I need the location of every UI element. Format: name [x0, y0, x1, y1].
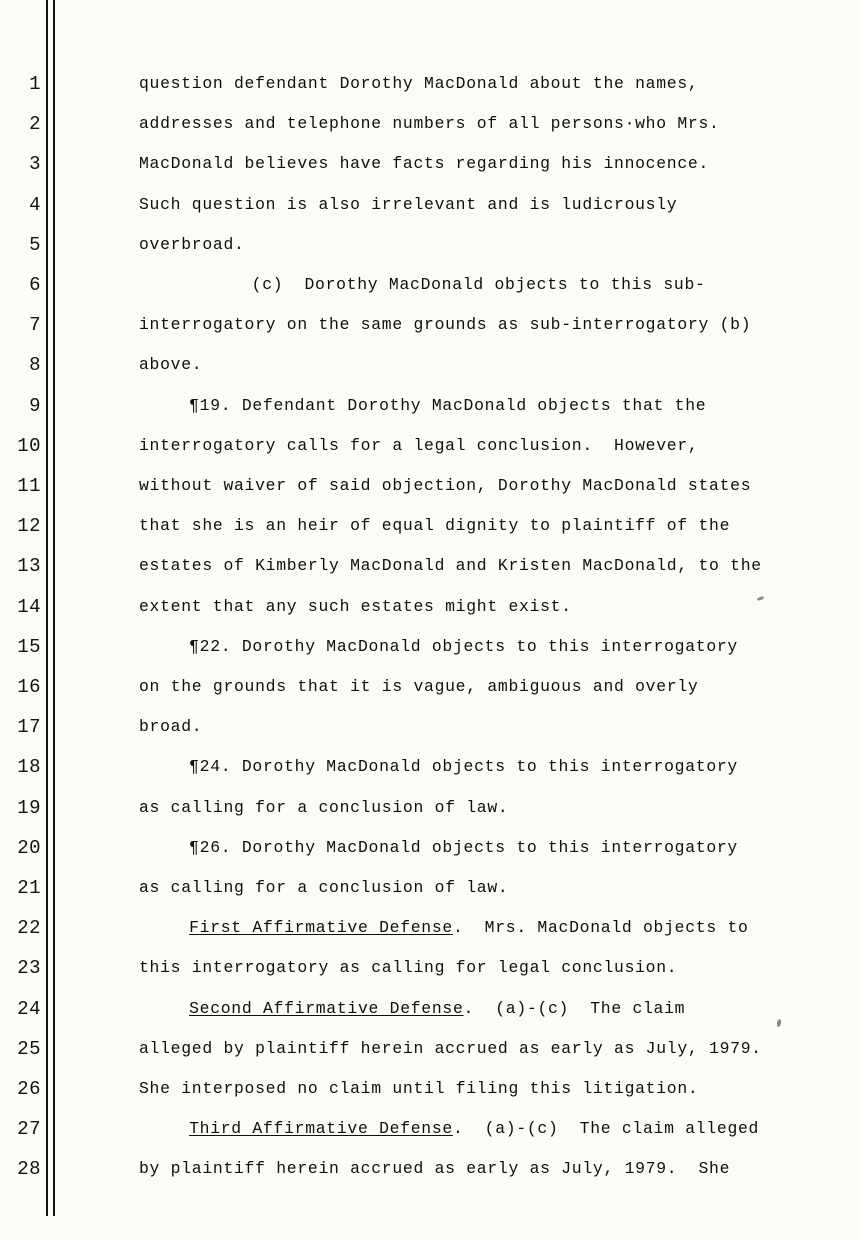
line-number: 20 [17, 836, 41, 859]
document-text-line [252, 275, 706, 294]
line-number: 3 [29, 153, 41, 176]
line-text: interrogatory on the same grounds as sub-interrogatory (b) [139, 315, 752, 335]
document-text-line [139, 154, 709, 173]
line-text: ¶22. Dorothy MacDonald objects to this interrogatory [189, 636, 738, 656]
line-number: 9 [29, 394, 41, 417]
line-number: 4 [29, 193, 41, 216]
document-text-line [139, 1159, 730, 1178]
line-text: MacDonald believes have facts regarding his innocence. [139, 154, 710, 174]
line-number: 27 [17, 1118, 41, 1141]
line-number: 24 [17, 997, 41, 1020]
document-text-line [139, 878, 508, 897]
line-number: 13 [17, 555, 41, 578]
line-number: 1 [29, 73, 41, 95]
document-text-line [139, 74, 698, 93]
document-text-line [139, 476, 751, 495]
document-text-line [189, 838, 738, 857]
line-text: ¶19. Defendant Dorothy MacDonald objects that the [189, 395, 707, 415]
line-text: that she is an heir of equal dignity to plaintiff of the [139, 516, 731, 536]
document-text-line [139, 315, 751, 334]
line-text: as calling for a conclusion of law. [139, 797, 509, 817]
line-number: 6 [29, 274, 41, 296]
line-number: 17 [17, 716, 41, 739]
line-text: estates of Kimberly MacDonald and Kristen MacDonald, to the [139, 556, 762, 576]
document-text-line [189, 999, 685, 1018]
affirmative-defense-heading: Third Affirmative Defense [189, 1119, 453, 1139]
document-text-line [139, 355, 202, 374]
document-text-line [139, 677, 698, 696]
document-body [139, 0, 839, 1240]
document-text-line [139, 516, 730, 535]
line-text: She interposed no claim until filing this litigation. [139, 1079, 699, 1098]
line-text-remainder: . (a)-(c) The claim alleged [452, 1119, 760, 1139]
line-number: 5 [29, 233, 41, 256]
document-text-line [189, 918, 748, 937]
line-text: ¶26. Dorothy MacDonald objects to this interrogatory [189, 837, 738, 857]
document-text-line [139, 1079, 698, 1098]
line-number: 21 [17, 877, 41, 899]
left-margin-double-rule [46, 0, 56, 1216]
document-text-line [189, 637, 738, 656]
line-number: 7 [29, 314, 41, 337]
document-text-line [139, 798, 508, 817]
line-number: 26 [17, 1078, 41, 1100]
affirmative-defense-heading: Second Affirmative Defense [189, 998, 464, 1018]
document-text-line [189, 396, 706, 415]
line-text: broad. [139, 717, 203, 737]
line-text: this interrogatory as calling for legal conclusion. [139, 958, 678, 978]
affirmative-defense-heading: First Affirmative Defense [189, 918, 453, 938]
line-number: 16 [17, 676, 41, 698]
line-text: (c) Dorothy MacDonald objects to this sub- [251, 275, 706, 294]
document-text-line [139, 1039, 762, 1058]
line-number: 28 [17, 1158, 41, 1181]
line-text: on the grounds that it is vague, ambiguous and overly [139, 677, 699, 696]
line-text: extent that any such estates might exist. [139, 596, 572, 616]
line-number: 25 [17, 1037, 41, 1060]
line-text: as calling for a conclusion of law. [139, 878, 509, 897]
line-text: ¶24. Dorothy MacDonald objects to this interrogatory [189, 757, 738, 777]
line-number: 10 [17, 434, 41, 457]
document-text-line [139, 556, 762, 575]
document-text-line [139, 597, 572, 616]
line-text: without waiver of said objection, Dorothy MacDonald states [139, 476, 752, 495]
line-text: question defendant Dorothy MacDonald about the names, [139, 74, 699, 93]
line-number: 14 [17, 595, 41, 618]
line-number: 22 [17, 917, 41, 940]
document-text-line [139, 114, 720, 133]
document-text-line [139, 717, 202, 736]
line-number: 12 [17, 515, 41, 538]
line-text: overbroad. [139, 234, 245, 254]
line-number: 23 [17, 957, 41, 980]
document-text-line [139, 436, 698, 455]
document-text-line [139, 235, 245, 254]
line-text: alleged by plaintiff herein accrued as early as July, 1979. [139, 1038, 762, 1058]
document-text-line [189, 1119, 759, 1138]
line-text-remainder: . (a)-(c) The claim [463, 998, 686, 1018]
line-text: by plaintiff herein accrued as early as July, 1979. She [139, 1159, 731, 1179]
document-text-line [139, 958, 677, 977]
line-number: 15 [17, 635, 41, 658]
document-text-line [189, 757, 738, 776]
margin-rule-inner-line [53, 0, 55, 1216]
line-text: interrogatory calls for a legal conclusion. However, [139, 435, 699, 455]
line-text: above. [139, 355, 203, 375]
line-text: addresses and telephone numbers of all persons·who Mrs. [139, 114, 720, 134]
line-number: 8 [29, 354, 41, 377]
line-text-remainder: . Mrs. MacDonald objects to [452, 918, 749, 938]
line-text: Such question is also irrelevant and is ludicrously [139, 194, 678, 214]
line-number-column [0, 0, 41, 1240]
margin-rule-outer-line [46, 0, 48, 1216]
line-number: 18 [17, 756, 41, 779]
line-number: 11 [17, 475, 41, 497]
line-number: 19 [17, 796, 41, 819]
line-number: 2 [29, 113, 41, 136]
document-text-line [139, 195, 677, 214]
